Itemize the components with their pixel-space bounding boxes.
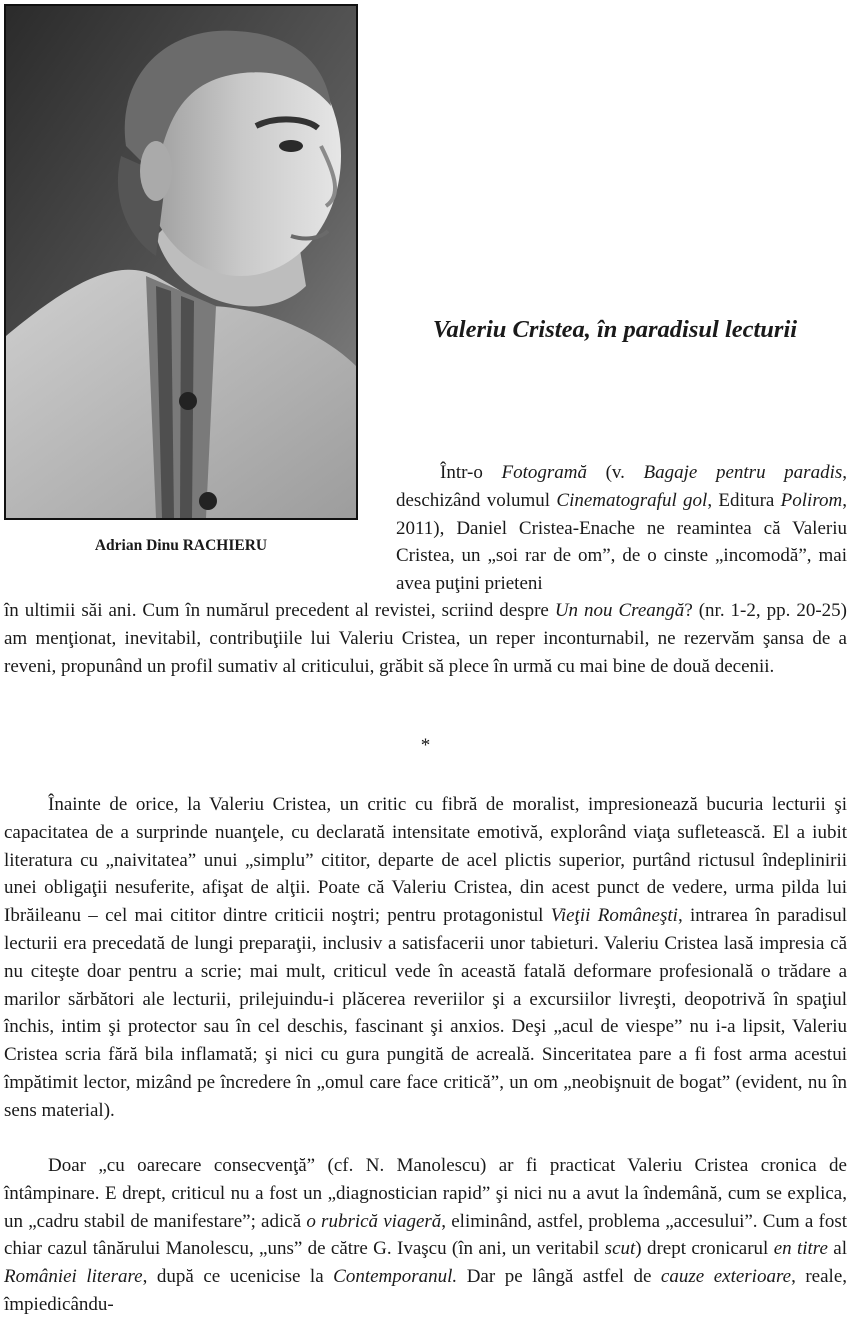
text-run: al <box>827 1238 847 1260</box>
text-run: Doar „cu oarecare consecvenţă” (cf. N. Manolescu) ar fi practicat Valeriu Cristea cronica de întâmpinare. E drept, criticul nu a fost un „diagnostician rapid” şi nici nu a avut la îndemână, cum se explica, un „cadru stabil de manifestare”; adică <box>4 1155 847 1232</box>
text-run: , după ce ucenicise la <box>142 1266 334 1288</box>
italic-run: României literare <box>4 1266 143 1288</box>
text-run: Înainte de orice, la Valeriu Cristea, un critic cu fibră de moralist, impresionează bucuria lecturii şi capacitatea de a surprinde nuanţele, cu declarată intensitate emotivă, explorând viaţa sufletească. El a iubit literatura cu „naivitatea” unui „simplu” cititor, departe de acel plictis superior, purtând rictusul îndeplinirii unei obligaţii nesuferite, afişat de alţii. Poate că Valeriu Cristea, din acest punct de vedere, urma pilda lui Ibrăileanu – cel mai cititor dintre criticii noştri; pentru protagonistul <box>4 794 847 927</box>
section-separator: * <box>420 735 431 756</box>
text-run: Într-o <box>440 462 502 483</box>
italic-run: Polirom <box>780 489 843 511</box>
text-run: , 2011), Daniel Cristea-Enache ne reamintea că Valeriu Cristea, un „soi rar de om”, de o cinste „incomodă”, mai avea puţini prieteni <box>396 489 847 595</box>
italic-run: Un nou Creangă <box>554 600 685 621</box>
text-run: , intrarea în paradisul lecturii era precedată de lungi preparaţii, inclusiv a satisfacerii unor tabieturi. Valeriu Cristea lasă impresia că nu citeşte doar pentru a scrie; mai mult, criticul vede în această fatală deformare profesională o trădare a marilor sărbători ale lecturii, prilejuindu-i plăcerea reveriilor şi a excursiilor livreşti, deopotrivă în spaţiul închis, intim şi protector sau în cel deschis, fascinant şi anxios. Deşi „acul de viespe” nu i-a lipsit, Valeriu Cristea scria fără bila inflamată; şi nici cu gura pungită de acreală. Sinceritatea pare a fi fost arma acestui împătimit lector, mizând pe încredere în „omul care face critică”, un om „neobişnuit de bogat” (evident, nu în sens material). <box>4 905 847 1121</box>
text-run: (v. <box>586 462 644 483</box>
italic-run: scut <box>604 1238 636 1260</box>
body-paragraph-1 <box>4 791 847 1125</box>
text-run: , reale, împiedicându- <box>4 1266 847 1315</box>
article-title: Valeriu Cristea, în paradisul lecturii <box>432 316 798 343</box>
author-portrait <box>4 4 358 520</box>
italic-run: en titre <box>773 1238 828 1260</box>
italic-run: Bagaje pentru paradis <box>643 462 843 483</box>
intro-paragraph <box>396 459 847 598</box>
italic-run: cauze exterioare <box>660 1266 792 1288</box>
text-run: , eliminând, astfel, problema „accesului”. Cum a fost chiar cazul tânărului Manolescu, „uns” de către G. Ivaşcu (în ani, un veritabil <box>4 1210 848 1260</box>
text-run: în ultimii săi ani. Cum în numărul precedent al revistei, scriind despre <box>4 600 555 621</box>
text-run: , Editura <box>707 489 781 511</box>
text-run: ? (nr. 1-2, pp. 20-25) am menţionat, inevitabil, contribuţiile lui Valeriu Cristea, un reper inconturnabil, ne rezervăm şansa de a reveni, propunând un profil sumativ al criticului, grăbit să plece în urmă cu mai bine de două decenii. <box>4 600 847 677</box>
author-caption: Adrian Dinu RACHIERU <box>94 537 268 554</box>
intro-paragraph-continued <box>4 597 847 680</box>
text-run: Dar pe lângă astfel de <box>457 1266 661 1288</box>
body-paragraph-2 <box>4 1152 847 1319</box>
italic-run: o rubrică viageră <box>306 1210 442 1232</box>
italic-run: Contemporanul. <box>333 1266 458 1288</box>
italic-run: Vieţii Româneşti <box>550 905 678 927</box>
italic-run: Cinematograful gol <box>556 489 708 511</box>
text-run: ) drept cronicarul <box>635 1238 774 1260</box>
italic-run: Fotogramă <box>501 462 587 483</box>
text-run: , deschizând volumul <box>396 462 847 511</box>
